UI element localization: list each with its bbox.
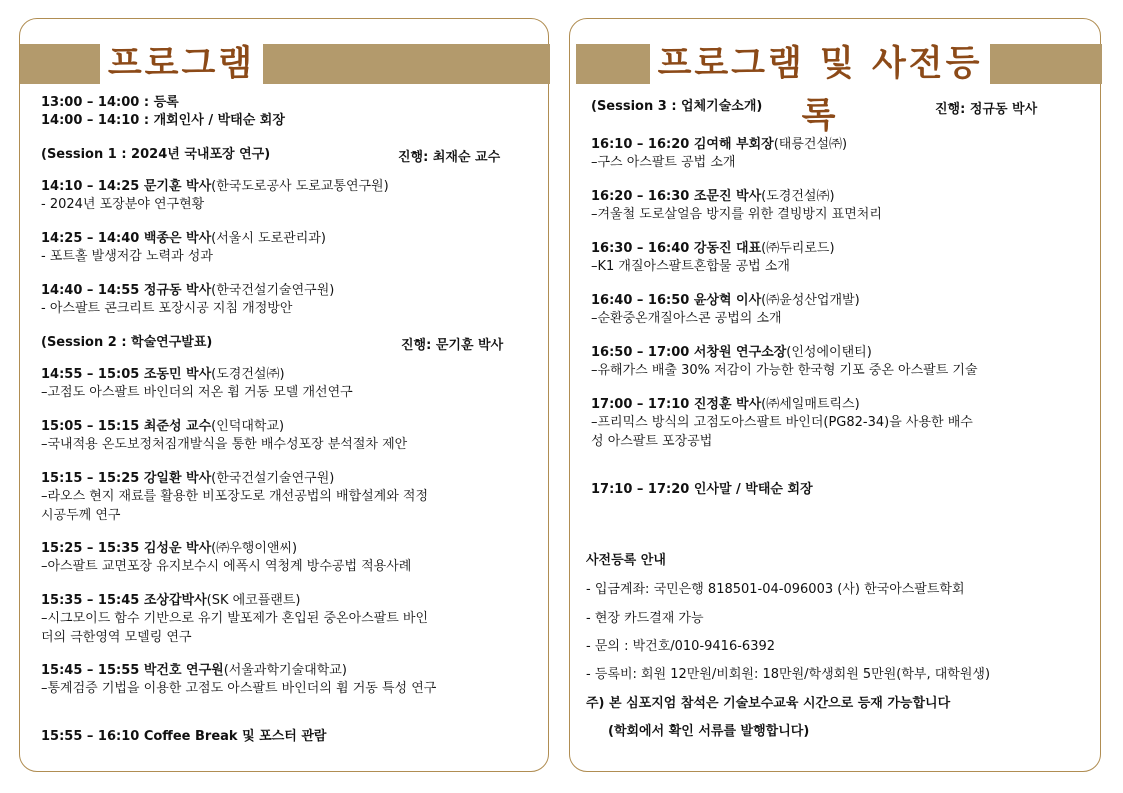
talk-desc: –유해가스 배출 30% 저감이 가능한 한국형 기포 중온 아스팔트 기술: [591, 363, 978, 378]
talk-org: (서울시 도로관리과): [211, 231, 326, 246]
talk-time-speaker: 16:30 – 16:40 강동진 대표: [591, 241, 762, 256]
talk-org: (㈜세일매트릭스): [761, 397, 860, 412]
talk-time-speaker: 16:10 – 16:20 김여해 부회장: [591, 137, 774, 152]
talk-desc: –통계검증 기법을 이용한 고점도 아스팔트 바인더의 휨 거동 특성 연구: [41, 681, 437, 696]
coffee-break: 15:55 – 16:10 Coffee Break 및 포스터 관람: [41, 729, 327, 744]
talk-time-speaker: 14:55 – 15:05 조동민 박사: [41, 367, 212, 382]
title-band-left-a: [20, 44, 100, 84]
session-1-label: (Session 1 : 2024년 국내포장 연구): [41, 147, 271, 162]
talk-org: (㈜두리로드): [761, 241, 835, 256]
session-3-label: (Session 3 : 업체기술소개): [591, 99, 763, 114]
talk-org: (한국도로공사 도로교통연구원): [211, 179, 389, 194]
talk-desc: –국내적용 온도보정처짐개발식을 통한 배수성포장 분석절차 제안: [41, 437, 408, 452]
talk-time-speaker: 17:00 – 17:10 진정훈 박사: [591, 397, 762, 412]
talk-org: (도경건설㈜): [761, 189, 835, 204]
talk-heading: [591, 136, 847, 153]
registration-line: - 현장 카드결재 가능: [586, 611, 704, 626]
schedule-line: 13:00 – 14:00 : 등록: [41, 95, 179, 110]
cpd-note: 주) 본 심포지엄 참석은 기술보수교육 시간으로 등재 가능합니다: [586, 696, 951, 711]
talk-desc: –순환중온개질아스콘 공법의 소개: [591, 311, 782, 326]
talk-desc: 성 아스팔트 포장공법: [591, 434, 713, 449]
talk-org: (㈜우행이앤씨): [211, 541, 298, 556]
title-bar-left: [20, 44, 548, 84]
registration-line: - 등록비: 회원 12만원/비회원: 18만원/학생회원 5만원(학부, 대학원생): [586, 667, 991, 682]
page-title-left: 프로그램: [100, 38, 263, 90]
talk-heading: [41, 662, 347, 679]
program-panel-right: [569, 18, 1101, 772]
talk-time-speaker: 16:20 – 16:30 조문진 박사: [591, 189, 762, 204]
talk-org: (태릉건설㈜): [773, 137, 848, 152]
session-2-chair: 진행: 문기훈 박사: [401, 338, 504, 353]
talk-heading: [41, 282, 334, 299]
talk-heading: [41, 178, 389, 195]
talk-desc: –라오스 현지 재료를 활용한 비포장도로 개선공법의 배합설계와 적정: [41, 489, 429, 504]
closing-remarks: 17:10 – 17:20 인사말 / 박태순 회장: [591, 482, 813, 497]
schedule-line: 14:00 – 14:10 : 개회인사 / 박태순 회장: [41, 113, 285, 128]
talk-org: (인성에이탠티): [786, 345, 872, 360]
talk-time-speaker: 14:25 – 14:40 백종은 박사: [41, 231, 212, 246]
registration-title: 사전등록 안내: [586, 553, 666, 568]
talk-time-speaker: 14:40 – 14:55 정규동 박사: [41, 283, 212, 298]
title-band-left-b: [263, 44, 550, 84]
talk-org: (㈜윤성산업개발): [761, 293, 860, 308]
talk-desc: –구스 아스팔트 공법 소개: [591, 155, 736, 170]
program-panel-left: [19, 18, 549, 772]
talk-heading: [591, 344, 872, 361]
talk-heading: [41, 470, 334, 487]
talk-org: (한국건설기술연구원): [211, 283, 335, 298]
talk-heading: [41, 418, 284, 435]
talk-desc: - 아스팔트 콘크리트 포장시공 지침 개정방안: [41, 301, 293, 316]
talk-desc: 시공두께 연구: [41, 508, 121, 523]
talk-time-speaker: 15:45 – 15:55 박건호 연구원: [41, 663, 224, 678]
title-band-right-a: [576, 44, 650, 84]
talk-time-speaker: 15:05 – 15:15 최준성 교수: [41, 419, 212, 434]
page-title-right: 프로그램 및 사전등록: [650, 38, 990, 90]
talk-org: (SK 에코플랜트): [206, 593, 301, 608]
talk-desc: –겨울철 도로살얼음 방지를 위한 결빙방지 표면처리: [591, 207, 882, 222]
title-band-right-b: [990, 44, 1102, 84]
talk-org: (도경건설㈜): [211, 367, 285, 382]
session-3-chair: 진행: 정규동 박사: [935, 102, 1038, 117]
talk-desc: –아스팔트 교면포장 유지보수시 에폭시 역청계 방수공법 적용사례: [41, 559, 412, 574]
session-1-chair: 진행: 최재순 교수: [398, 150, 501, 165]
talk-heading: [591, 240, 835, 257]
talk-desc: - 포트홀 발생저감 노력과 성과: [41, 249, 213, 264]
talk-heading: [591, 292, 860, 309]
talk-heading: [41, 366, 285, 383]
talk-desc: - 2024년 포장분야 연구현황: [41, 197, 205, 212]
talk-heading: [41, 592, 300, 609]
session-2-label: (Session 2 : 학술연구발표): [41, 335, 213, 350]
talk-heading: [591, 188, 835, 205]
talk-heading: [41, 230, 326, 247]
talk-desc: –K1 개질아스팔트혼합물 공법 소개: [591, 259, 790, 274]
talk-time-speaker: 14:10 – 14:25 문기훈 박사: [41, 179, 212, 194]
talk-org: (서울과학기술대학교): [223, 663, 347, 678]
talk-time-speaker: 15:15 – 15:25 강일환 박사: [41, 471, 212, 486]
talk-time-speaker: 16:40 – 16:50 윤상혁 이사: [591, 293, 762, 308]
talk-heading: [591, 396, 860, 413]
talk-org: (인덕대학교): [211, 419, 285, 434]
talk-time-speaker: 15:25 – 15:35 김성운 박사: [41, 541, 212, 556]
talk-desc: –시그모이드 함수 기반으로 유기 발포제가 혼입된 중온아스팔트 바인: [41, 611, 429, 626]
talk-desc: –고점도 아스팔트 바인더의 저온 휨 거동 모델 개선연구: [41, 385, 353, 400]
talk-desc: 더의 극한영역 모델링 연구: [41, 630, 192, 645]
registration-line: - 문의 : 박건호/010-9416-6392: [586, 639, 776, 654]
talk-time-speaker: 15:35 – 15:45 조상갑박사: [41, 593, 207, 608]
talk-time-speaker: 16:50 – 17:00 서창원 연구소장: [591, 345, 787, 360]
cpd-note-sub: (학회에서 확인 서류를 발행합니다): [608, 724, 810, 739]
talk-heading: [41, 540, 297, 557]
talk-org: (한국건설기술연구원): [211, 471, 335, 486]
talk-desc: –프리믹스 방식의 고점도아스팔트 바인더(PG82-34)을 사용한 배수: [591, 415, 973, 430]
registration-line: - 입금계좌: 국민은행 818501-04-096003 (사) 한국아스팔트학회: [586, 582, 965, 597]
